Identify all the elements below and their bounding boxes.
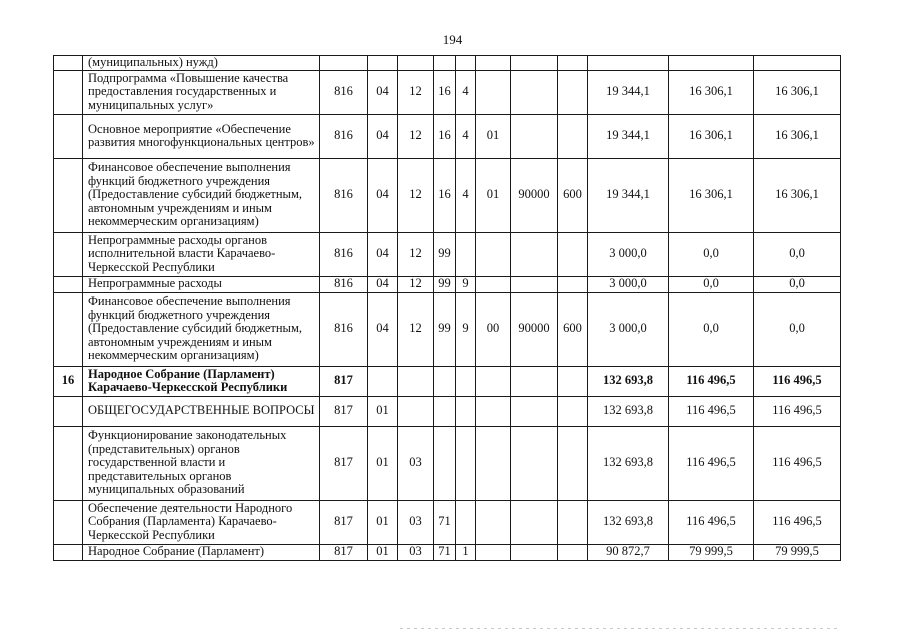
direction-code-cell — [511, 366, 558, 396]
table-row — [54, 232, 841, 276]
amount-year-1-cell: 3 000,0 — [588, 276, 669, 292]
direction-code-cell: 90000 — [511, 292, 558, 366]
row-number-cell — [54, 276, 83, 292]
amount-year-2-cell: 79 999,5 — [669, 544, 754, 560]
amount-year-3-cell — [754, 56, 841, 71]
ministry-code-cell: 816 — [320, 276, 368, 292]
item-name-cell: Функционирование законодательных (представительных) органов государственной власти и представительных органов муниципальных образований — [83, 426, 320, 500]
ministry-code-cell: 817 — [320, 426, 368, 500]
expense-type-cell — [558, 426, 588, 500]
amount-year-3-cell: 0,0 — [754, 292, 841, 366]
subprogram-code-cell — [456, 56, 476, 71]
section-code-cell: 01 — [368, 500, 398, 544]
section-code-cell: 04 — [368, 70, 398, 114]
expense-type-cell — [558, 366, 588, 396]
activity-code-cell — [476, 70, 511, 114]
ministry-code-cell: 817 — [320, 544, 368, 560]
activity-code-cell — [476, 426, 511, 500]
amount-year-3-cell: 116 496,5 — [754, 500, 841, 544]
row-number-cell — [54, 158, 83, 232]
ministry-code-cell: 816 — [320, 232, 368, 276]
table-row — [54, 158, 841, 232]
activity-code-cell — [476, 500, 511, 544]
row-number-cell — [54, 232, 83, 276]
subprogram-code-cell: 1 — [456, 544, 476, 560]
item-name-cell: Основное мероприятие «Обеспечение развития многофункциональных центров» — [83, 114, 320, 158]
table-row — [54, 544, 841, 560]
amount-year-1-cell: 3 000,0 — [588, 292, 669, 366]
amount-year-1-cell: 19 344,1 — [588, 114, 669, 158]
table-row — [54, 114, 841, 158]
expense-type-cell — [558, 276, 588, 292]
amount-year-2-cell: 116 496,5 — [669, 426, 754, 500]
table-row — [54, 276, 841, 292]
subsection-code-cell: 12 — [398, 114, 434, 158]
subsection-code-cell: 12 — [398, 276, 434, 292]
subprogram-code-cell — [456, 366, 476, 396]
amount-year-2-cell: 116 496,5 — [669, 396, 754, 426]
section-code-cell: 01 — [368, 396, 398, 426]
item-name-cell: Непрограммные расходы — [83, 276, 320, 292]
item-name-cell: ОБЩЕГОСУДАРСТВЕННЫЕ ВОПРОСЫ — [83, 396, 320, 426]
activity-code-cell: 01 — [476, 158, 511, 232]
row-number-cell — [54, 70, 83, 114]
amount-year-2-cell — [669, 56, 754, 71]
program-code-cell — [434, 366, 456, 396]
item-name-cell: Народное Собрание (Парламент) Карачаево-Черкесской Республики — [83, 366, 320, 396]
ministry-code-cell: 816 — [320, 114, 368, 158]
direction-code-cell — [511, 544, 558, 560]
amount-year-3-cell: 0,0 — [754, 276, 841, 292]
table-row — [54, 426, 841, 500]
subprogram-code-cell — [456, 500, 476, 544]
expense-type-cell — [558, 56, 588, 71]
activity-code-cell — [476, 396, 511, 426]
program-code-cell: 71 — [434, 544, 456, 560]
direction-code-cell — [511, 276, 558, 292]
program-code-cell: 16 — [434, 114, 456, 158]
ministry-code-cell: 816 — [320, 292, 368, 366]
section-code-cell — [368, 56, 398, 71]
item-name-cell: Непрограммные расходы органов исполнительной власти Карачаево-Черкесской Республики — [83, 232, 320, 276]
ministry-code-cell: 817 — [320, 366, 368, 396]
direction-code-cell — [511, 232, 558, 276]
item-name-cell: Подпрограмма «Повышение качества предоставления государственных и муниципальных услуг» — [83, 70, 320, 114]
subsection-code-cell: 03 — [398, 544, 434, 560]
subsection-code-cell: 03 — [398, 500, 434, 544]
amount-year-3-cell: 116 496,5 — [754, 396, 841, 426]
activity-code-cell — [476, 366, 511, 396]
subsection-code-cell: 12 — [398, 292, 434, 366]
subsection-code-cell — [398, 56, 434, 71]
program-code-cell: 16 — [434, 158, 456, 232]
item-name-cell: Финансовое обеспечение выполнения функций бюджетного учреждения (Предоставление субсидий бюджетным, автономным учреждениям и иным некоммерческим организациям) — [83, 158, 320, 232]
row-number-cell: 16 — [54, 366, 83, 396]
amount-year-3-cell: 116 496,5 — [754, 426, 841, 500]
program-code-cell — [434, 426, 456, 500]
amount-year-1-cell: 19 344,1 — [588, 158, 669, 232]
amount-year-1-cell: 3 000,0 — [588, 232, 669, 276]
table-row — [54, 56, 841, 71]
amount-year-1-cell — [588, 56, 669, 71]
section-code-cell — [368, 366, 398, 396]
amount-year-3-cell: 0,0 — [754, 232, 841, 276]
section-code-cell: 04 — [368, 158, 398, 232]
activity-code-cell — [476, 56, 511, 71]
item-name-cell: Финансовое обеспечение выполнения функций бюджетного учреждения (Предоставление субсидий бюджетным, автономным учреждениям и иным некоммерческим организациям) — [83, 292, 320, 366]
subprogram-code-cell: 9 — [456, 292, 476, 366]
page-number: 194 — [442, 32, 463, 47]
direction-code-cell: 90000 — [511, 158, 558, 232]
section-code-cell: 01 — [368, 544, 398, 560]
amount-year-1-cell: 132 693,8 — [588, 366, 669, 396]
amount-year-2-cell: 16 306,1 — [669, 158, 754, 232]
amount-year-3-cell: 16 306,1 — [754, 70, 841, 114]
program-code-cell: 99 — [434, 232, 456, 276]
expense-type-cell — [558, 70, 588, 114]
table-row — [54, 500, 841, 544]
amount-year-1-cell: 132 693,8 — [588, 500, 669, 544]
amount-year-3-cell: 16 306,1 — [754, 158, 841, 232]
amount-year-1-cell: 19 344,1 — [588, 70, 669, 114]
subprogram-code-cell — [456, 426, 476, 500]
amount-year-2-cell: 0,0 — [669, 232, 754, 276]
row-number-cell — [54, 396, 83, 426]
ministry-code-cell: 817 — [320, 396, 368, 426]
subprogram-code-cell — [456, 396, 476, 426]
section-code-cell: 04 — [368, 232, 398, 276]
direction-code-cell — [511, 396, 558, 426]
item-name-cell: Народное Собрание (Парламент) — [83, 544, 320, 560]
subprogram-code-cell — [456, 232, 476, 276]
program-code-cell: 99 — [434, 276, 456, 292]
subprogram-code-cell: 4 — [456, 158, 476, 232]
activity-code-cell: 00 — [476, 292, 511, 366]
subsection-code-cell — [398, 366, 434, 396]
activity-code-cell — [476, 544, 511, 560]
amount-year-3-cell: 116 496,5 — [754, 366, 841, 396]
amount-year-1-cell: 90 872,7 — [588, 544, 669, 560]
subsection-code-cell: 12 — [398, 70, 434, 114]
subsection-code-cell: 12 — [398, 232, 434, 276]
activity-code-cell — [476, 276, 511, 292]
subsection-code-cell — [398, 396, 434, 426]
amount-year-2-cell: 0,0 — [669, 292, 754, 366]
ministry-code-cell: 816 — [320, 158, 368, 232]
subsection-code-cell: 03 — [398, 426, 434, 500]
expense-type-cell: 600 — [558, 292, 588, 366]
program-code-cell: 99 — [434, 292, 456, 366]
ministry-code-cell: 817 — [320, 500, 368, 544]
section-code-cell: 04 — [368, 276, 398, 292]
scan-artifact-line — [400, 628, 840, 629]
item-name-cell: Обеспечение деятельности Народного Собрания (Парламента) Карачаево-Черкесской Республики — [83, 500, 320, 544]
amount-year-3-cell: 79 999,5 — [754, 544, 841, 560]
amount-year-1-cell: 132 693,8 — [588, 426, 669, 500]
expense-type-cell — [558, 544, 588, 560]
ministry-code-cell — [320, 56, 368, 71]
program-code-cell: 16 — [434, 70, 456, 114]
table-row — [54, 366, 841, 396]
subprogram-code-cell: 9 — [456, 276, 476, 292]
row-number-cell — [54, 544, 83, 560]
item-name-cell: (муниципальных) нужд) — [83, 56, 320, 71]
expense-type-cell — [558, 232, 588, 276]
expense-type-cell: 600 — [558, 158, 588, 232]
budget-table — [53, 55, 841, 561]
table-row — [54, 396, 841, 426]
program-code-cell — [434, 396, 456, 426]
direction-code-cell — [511, 426, 558, 500]
direction-code-cell — [511, 114, 558, 158]
amount-year-2-cell: 16 306,1 — [669, 114, 754, 158]
expense-type-cell — [558, 396, 588, 426]
expense-type-cell — [558, 500, 588, 544]
section-code-cell: 04 — [368, 114, 398, 158]
direction-code-cell — [511, 500, 558, 544]
subsection-code-cell: 12 — [398, 158, 434, 232]
expense-type-cell — [558, 114, 588, 158]
row-number-cell — [54, 114, 83, 158]
section-code-cell: 01 — [368, 426, 398, 500]
row-number-cell — [54, 292, 83, 366]
section-code-cell: 04 — [368, 292, 398, 366]
activity-code-cell — [476, 232, 511, 276]
amount-year-2-cell: 116 496,5 — [669, 500, 754, 544]
table-row — [54, 70, 841, 114]
ministry-code-cell: 816 — [320, 70, 368, 114]
amount-year-2-cell: 0,0 — [669, 276, 754, 292]
row-number-cell — [54, 500, 83, 544]
table-row — [54, 292, 841, 366]
subprogram-code-cell: 4 — [456, 114, 476, 158]
subprogram-code-cell: 4 — [456, 70, 476, 114]
program-code-cell: 71 — [434, 500, 456, 544]
row-number-cell — [54, 426, 83, 500]
activity-code-cell: 01 — [476, 114, 511, 158]
row-number-cell — [54, 56, 83, 71]
table-body — [54, 56, 841, 561]
direction-code-cell — [511, 56, 558, 71]
amount-year-1-cell: 132 693,8 — [588, 396, 669, 426]
program-code-cell — [434, 56, 456, 71]
amount-year-3-cell: 16 306,1 — [754, 114, 841, 158]
amount-year-2-cell: 116 496,5 — [669, 366, 754, 396]
direction-code-cell — [511, 70, 558, 114]
amount-year-2-cell: 16 306,1 — [669, 70, 754, 114]
